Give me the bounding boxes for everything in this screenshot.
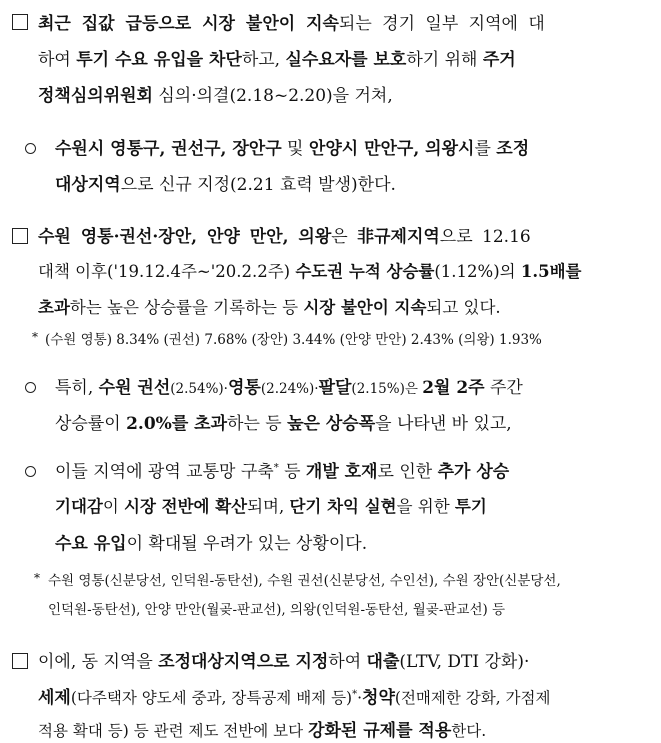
- text: 및: [281, 139, 309, 159]
- text: 이 확대될 우려가 있는 상황이다.: [126, 534, 368, 554]
- text: 상승률이: [55, 414, 127, 434]
- text: 특히,: [55, 378, 99, 398]
- text-bold: 수요 유입: [55, 534, 127, 554]
- text-bold: 추가 상승: [437, 462, 510, 482]
- text: (2.15%)은: [351, 381, 423, 397]
- text: (2.24%)·: [260, 381, 319, 397]
- p1-line-1: [38, 9, 545, 34]
- text-bold: 수원 영통·권선·장안, 안양 만안, 의왕: [38, 227, 332, 247]
- text: 로 인한: [377, 462, 438, 482]
- text: 주간: [484, 378, 523, 398]
- text: (다주택자 양도세 중과, 장특공제 배제 등): [70, 689, 353, 707]
- text: 이: [102, 497, 125, 516]
- text-bold: 투기 수요 유입을 차단: [76, 50, 242, 70]
- p3-line-1: [38, 647, 529, 672]
- text-bold: 시장 전반에 확산: [124, 497, 248, 516]
- checkbox-square-icon: [12, 14, 28, 30]
- footnote-mark: *: [352, 688, 358, 700]
- text: 를: [474, 139, 497, 159]
- asterisk-icon: *: [34, 571, 40, 585]
- text-bold: 1.5배를: [520, 262, 582, 281]
- text: (LTV, DTI 강화)·: [399, 652, 530, 672]
- text-bold: 시장 불안이 지속: [303, 298, 427, 317]
- footnote-mark: *: [273, 462, 279, 474]
- circle-bullet-icon: [25, 143, 36, 154]
- text: (1.12%)의: [434, 262, 521, 281]
- text: 이에, 동 지역을: [38, 652, 159, 672]
- note-2-line-2: 인덕원-동탄선), 안양 만안(월곶-판교선), 의왕(인덕원-동탄선, 월곶-판교선) 등: [48, 602, 506, 618]
- text-bold: 2.0%를 초과: [126, 414, 228, 434]
- text-bold: 청약: [362, 688, 395, 708]
- p2-line-3: [38, 294, 501, 318]
- p2s2-line-3: [55, 529, 367, 554]
- text-bold: 최근 집값 급등으로 시장 불안이 지속: [38, 14, 339, 34]
- text: 하고,: [241, 50, 286, 70]
- p1-line-3: [38, 81, 393, 106]
- text: 되는 경기 일부 지역에 대: [338, 14, 545, 34]
- text-bold: 대상지역: [55, 175, 121, 195]
- p2s2-line-1: [55, 457, 509, 482]
- text-bold: 높은 상승폭: [287, 414, 376, 434]
- text: 적용 확대 등) 등 관련 제도 전반에 보다: [38, 722, 309, 740]
- text: (2.54%)·: [170, 381, 228, 397]
- p2s1-line-1: [55, 373, 523, 398]
- text: 으로 12.16: [439, 227, 531, 247]
- note-2-line-1: 수원 영통(신분당선, 인덕원-동탄선), 수원 권선(신분당선, 수인선), 수원 장안(신분당선,: [48, 573, 561, 589]
- text-bold: 조정대상지역으로 지정: [158, 652, 329, 672]
- p3-line-2: [38, 683, 550, 708]
- circle-bullet-icon: [25, 382, 36, 393]
- text: 하는 높은 상승률을 기록하는 등: [69, 298, 304, 317]
- asterisk-icon: *: [32, 330, 38, 344]
- text: 하여: [328, 652, 367, 672]
- text-bold: 주거: [482, 50, 516, 70]
- text-bold: 수원 권선: [98, 378, 171, 398]
- text-bold: 실수요자를 보호: [285, 50, 407, 70]
- p2s2-line-2: [55, 493, 487, 517]
- p1-line-2: [38, 45, 516, 70]
- p1s-line-2: [55, 170, 396, 195]
- text: 등: [278, 462, 306, 482]
- text: 을 위한: [396, 497, 455, 516]
- text: 은: [331, 227, 358, 247]
- text-bold: 단기 차익 실현: [289, 497, 397, 516]
- text: 되며,: [247, 497, 290, 516]
- circle-bullet-icon: [25, 466, 36, 477]
- text: 이들 지역에 광역 교통망 구축: [55, 462, 274, 482]
- text: 을 나타낸 바 있고,: [375, 414, 512, 434]
- p2s1-line-2: [55, 409, 512, 434]
- text: 되고 있다.: [426, 298, 501, 317]
- text: 한다.: [451, 722, 487, 740]
- checkbox-square-icon: [12, 653, 28, 669]
- text: 대책 이후('19.12.4주~'20.2.2주): [38, 262, 296, 281]
- p3-line-3: [38, 716, 486, 741]
- text-bold: 개발 호재: [305, 462, 378, 482]
- text: 으로 신규 지정(2.21 효력 발생)한다.: [120, 175, 396, 195]
- text-bold: 초과: [38, 298, 70, 317]
- text-bold: 非규제지역: [357, 227, 440, 247]
- text-bold: 영통: [227, 378, 261, 398]
- text-bold: 대출: [366, 652, 400, 672]
- text: 하여: [38, 50, 77, 70]
- text: 하는 등: [227, 414, 288, 434]
- text-bold: 2월 2주: [422, 378, 485, 398]
- text-bold: 정책심의위원회: [38, 86, 153, 106]
- text: 심의·의결(2.18~2.20)을 거쳐,: [152, 86, 393, 106]
- text-bold: 강화된 규제를 적용: [308, 721, 452, 741]
- text-bold: 기대감: [55, 497, 103, 516]
- checkbox-square-icon: [12, 228, 28, 244]
- text-bold: 안양시 만안구, 의왕시: [308, 139, 475, 159]
- text-bold: 팔달: [318, 378, 352, 398]
- p1s-line-1: [55, 134, 529, 159]
- text-bold: 수도권 누적 상승률: [295, 262, 435, 281]
- text: ·: [357, 689, 363, 707]
- text-bold: 조정: [496, 139, 530, 159]
- note-1: (수원 영통) 8.34% (권선) 7.68% (장안) 3.44% (안양 만안) 2.43% (의왕) 1.93%: [45, 332, 542, 348]
- text-bold: 투기: [454, 497, 487, 516]
- p2-line-2: [38, 258, 581, 282]
- text: 하기 위해: [406, 50, 483, 70]
- text-bold: 세제: [38, 688, 71, 708]
- text-bold: 수원시 영통구, 권선구, 장안구: [55, 139, 282, 159]
- p2-line-1: [38, 222, 531, 247]
- text: (전매제한 강화, 가점제: [394, 689, 551, 707]
